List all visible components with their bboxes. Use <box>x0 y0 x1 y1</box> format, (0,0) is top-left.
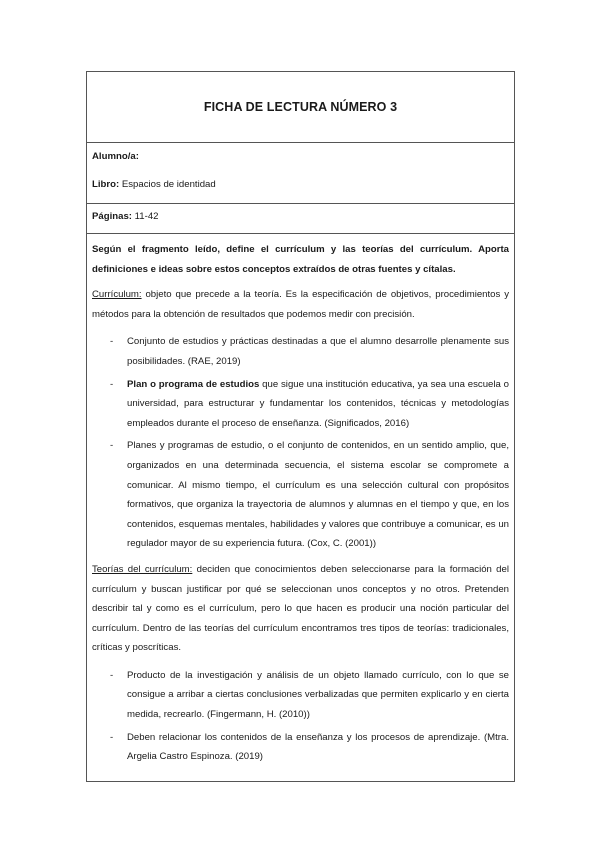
book-line <box>92 179 509 190</box>
pages-label: Páginas: <box>92 211 132 222</box>
dash-bullet: - <box>110 731 114 743</box>
list-item <box>92 728 509 767</box>
pages-value: 11-42 <box>134 211 159 222</box>
list-item <box>92 436 509 554</box>
list-item <box>92 332 509 371</box>
dash-bullet: - <box>110 440 114 452</box>
list-item-text: Deben relacionar los contenidos de la enseñanza y los procesos de aprendizaje. (Mtra. Argelia Castro Espinoza. (2019) <box>127 731 509 763</box>
book-value: Espacios de identidad <box>121 179 216 190</box>
dash-bullet: - <box>110 378 114 390</box>
title-row <box>87 72 514 143</box>
prompt-text: Según el fragmento leído, define el currículum y las teorías del currículum. Aporta definiciones e ideas sobre estos conceptos extraídos de otras fuentes y cítalas. <box>92 244 509 275</box>
dash-bullet: - <box>110 669 114 681</box>
content-row <box>87 234 514 781</box>
theories-definition <box>92 560 509 658</box>
list-item-text: Planes y programas de estudio, o el conjunto de contenidos, en un sentido amplio, que, organizados en una determinada secuencia, el sistema escolar se compromete a comunicar. Al mismo tiempo, el currículum es una selección cultural con propósitos formativos, que organiza la trayectoria de alumnos y alumnas en el tiempo y que, en los contenidos, esquemas mentales, habilidades y valores que contribuye a comunicar, es un regulador mayor de su experiencia futura. (Cox, C. (2001)) <box>127 440 509 550</box>
list-item <box>92 375 509 434</box>
curriculum-definition-text: objeto que precede a la teoría. Es la especificación de objetivos, procedimientos y métodos para la obtención de resultados que podemos medir con precisión. <box>92 289 509 320</box>
student-label: Alumno/a: <box>92 151 139 162</box>
reading-sheet <box>86 71 515 782</box>
list-item <box>92 666 509 725</box>
theories-definition-text: deciden que conocimientos deben seleccionarse para la formación del currículum y buscan justificar por qué se seleccionan unos conceptos y no otros. Pretenden describir tal y como es el currículum, pero lo que hacen es producir una noción particular del currículum. Dentro de las teorías del currículum encontramos tres tipos de teorías: tradicionales, críticas y poscríticas. <box>92 563 509 654</box>
theories-list <box>92 666 509 767</box>
curriculum-definition <box>92 285 509 324</box>
student-line <box>92 151 509 162</box>
list-item-text: que sigue una institución educativa, ya sea una escuela o universidad, para estructurar y fundamentar los contenidos, técnicas y metodologías empleados durante el proceso de enseñanza. (Significados, 2016) <box>127 378 509 429</box>
list-item-text: Conjunto de estudios y prácticas destinadas a que el alumno desarrolle plenamente sus posibilidades. (RAE, 2019) <box>127 336 509 367</box>
pages-row <box>87 204 514 234</box>
curriculum-list <box>92 332 509 554</box>
student-info-row <box>87 143 514 204</box>
theories-term: Teorías del currículum: <box>92 563 193 575</box>
dash-bullet: - <box>110 336 114 348</box>
list-item-bold: Plan o programa de estudios <box>127 378 260 390</box>
list-item-text: Producto de la investigación y análisis de un objeto llamado currículo, con lo que se consigue a arribar a ciertas conclusiones verbalizadas que permiten explicarlo y en cierta medida, recrearlo. (Fingermann, H. (2010)) <box>127 669 509 721</box>
book-label: Libro: <box>92 179 120 190</box>
curriculum-term: Currículum: <box>92 289 142 301</box>
page-title: FICHA DE LECTURA NÚMERO 3 <box>203 100 398 114</box>
